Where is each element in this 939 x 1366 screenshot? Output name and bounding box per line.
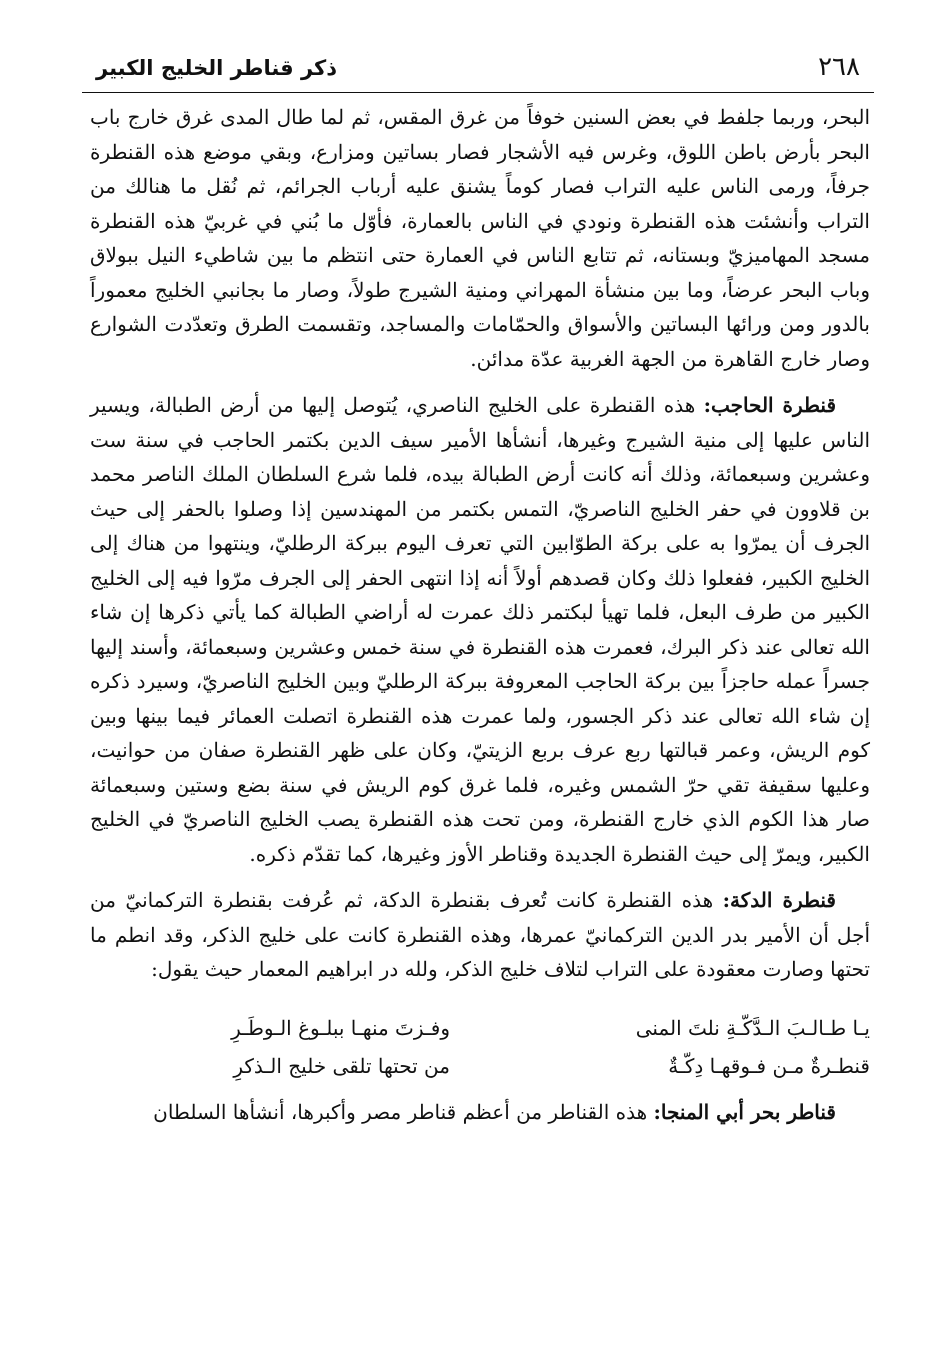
entry-heading: قنطرة الدكة: [722,888,836,912]
paragraph-qantarat-al-dikka [90,883,870,987]
poem-hemistich-second: وفـزتَ منهـا ببلـوغ الـوطَـرِ [231,1015,450,1040]
poem-hemistich-first: قنطـرةٌ مـن فـوقهـا دِكّـةٌ [668,1053,870,1078]
entry-heading: قناطر بحر أبي المنجا: [653,1099,836,1124]
body-text [90,100,870,1129]
paragraph-qantarat-al-hajib [90,388,870,871]
paragraph-text: البحر، وربما جلفط في بعض السنين خوفاً من غرق المقس، ثم لما طال المدى غرق خارج باب البحر بأرض باطن اللوق، وغرس فيه الأشجار فصار بساتين ومزارع، وبقي موضع هذه القنطرة جرفاً، ورمى الناس عليه التراب فصار كوماً يشنق عليه أرباب الجرائم، ثم نُقل ما هنالك من التراب وأنشئت هذه القنطرة ونودي في الناس بالعمارة، فأوّل ما بُني في غربيّ هذه القنطرة مسجد المهاميزيّ وبستانه، ثم تتابع الناس في العمارة حتى انتظم ما بين شاطيء النيل ببولاق وباب البحر عرضاً، وما بين منشأة المهراني ومنية الشيرج طولاً، وصار ما بجانبي الخليج معموراً بالدور ومن ورائها البساتين والأسواق والحمّامات والمساجد، وتقسمت الطرق وتعدّدت الشوارع وصار خارج القاهرة من الجهة الغربية عدّة مدائن. [90,105,870,371]
page-header [88,48,868,92]
poem-verse [90,1047,870,1085]
running-title: ذكر قناطر الخليج الكبير [96,56,338,80]
entry-heading: قنطرة الحاجب: [703,393,837,417]
paragraph-text: هذه القنطرة كانت تُعرف بقنطرة الدكة، ثم عُرفت بقنطرة التركمانيّ من أجل أن الأمير بدر الدين التركمانيّ عمرها، وهذه القنطرة كانت على خليج الذكر، وقد انطم ما تحتها وصارت معقودة على التراب لتلاف خليج الذكر، ولله در ابراهيم المعمار حيث يقول: [90,888,870,981]
paragraph-text: هذه القنطرة على الخليج الناصري، يُتوصل إليها من أرض الطبالة، ويسير الناس عليها إلى منية الشيرج وغيرها، أنشأها الأمير سيف الدين بكتمر الحاجب في سنة ست وعشرين وسبعمائة، وذلك أنه كانت أرض الطبالة بيده، فلما شرع السلطان الملك الناصر محمد بن قلاوون في حفر الخليج الناصريّ، التمس بكتمر من المهندسين إذا وصلوا بالحفر إلى حيث الجرف أن يمرّوا به على بركة الطوّابين التي تعرف اليوم ببركة الرطليّ، وينتهوا من هناك إلى الخليج الكبير، ففعلوا ذلك وكان قصدهم أولاً أنه إذا انتهى الحفر إلى الجرف مرّوا فيه إلى الخليج الكبير من طرف البعل، فلما تهيأ لبكتمر ذلك عمرت له أراضي الطبالة كما يأتي ذكرها إن شاء الله تعالى عند ذكر البرك، فعمرت هذه القنطرة في سنة خمس وعشرين وسبعمائة، وأسند إليها جسراً عمله حاجزاً بين بركة الحاجب المعروفة ببركة الرطليّ وبين الخليج الناصريّ، وسيرد ذكره إن شاء الله تعالى عند ذكر الجسور، ولما عمرت هذه القنطرة اتصلت العمائر فيما بينها وبين كوم الريش، وعمر قبالتها ربع عرف بربع الزيتيّ، وكان على ظهر القنطرة صفان من حوانيت، وعليها سقيفة تقي حرّ الشمس وغيره، فلما غرق كوم الريش في سنة بضع وستين وسبعمائة صار هذا الكوم الذي خارج القنطرة، ومن تحت هذه القنطرة يصب الخليج الناصريّ في الخليج الكبير، ويمرّ إلى حيث القنطرة الجديدة وقناطر الأوز وغيرها، كما تقدّم ذكره. [90,393,871,866]
header-rule [82,92,874,93]
poem [90,1009,870,1085]
page-number: ٢٦٨ [818,52,860,82]
poem-hemistich-second: من تحتها تلقى خليج الـذكرِ [233,1053,450,1078]
paragraph-continuation [90,100,870,376]
poem-verse [90,1009,870,1047]
paragraph-qanatir-bahr-abi-al-munja [90,1095,870,1130]
poem-hemistich-first: يـا طـالـبَ الـدَّكّـةِ نلتَ المنى [635,1015,870,1040]
paragraph-text: هذه القناطر من أعظم قناطر مصر وأكبرها، أنشأها السلطان [153,1099,654,1124]
